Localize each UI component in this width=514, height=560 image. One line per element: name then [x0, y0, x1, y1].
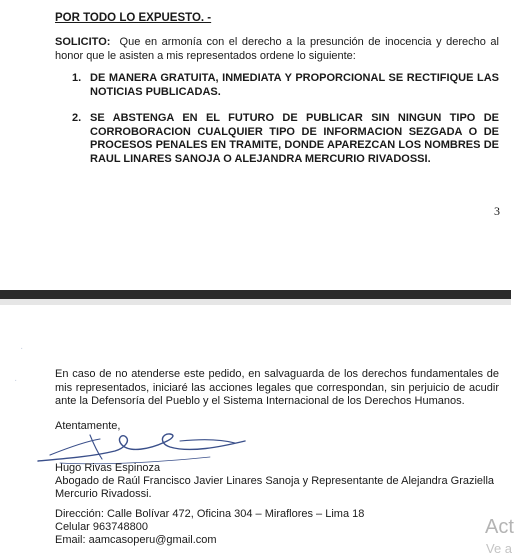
page-separator: [0, 290, 511, 305]
signer-role-line-1: Abogado de Raúl Francisco Javier Linares Sanoja y Representante de Alejandra Graziella: [55, 475, 495, 487]
item-number: 1.: [72, 72, 82, 84]
address-line: Dirección: Calle Bolívar 472, Oficina 304 – Miraflores – Lima 18: [55, 508, 365, 520]
page-separator-bar: [0, 290, 511, 299]
page-number: 3: [494, 204, 500, 218]
closing-salutation: Atentamente,: [55, 420, 121, 432]
item-text: SE ABSTENGA EN EL FUTURO DE PUBLICAR SIN NINGUN TIPO DE CORROBORACION CUALQUIER TIPO DE INFORMACION SEZGADA O DE PROCESOS PENALES EN TRAMITE, DONDE APAREZCAN LOS NOMBRES DE RAUL LINARES SANOJA O ALEJANDRA MERCURIO RIVADOSSI.: [90, 112, 499, 165]
phone-line: Celular 963748800: [55, 521, 148, 533]
section-heading: POR TODO LO EXPUESTO. -: [55, 12, 212, 24]
signer-name: Hugo Rivas Espinoza: [55, 462, 161, 474]
document-page-4: [0, 305, 514, 560]
handwritten-signature: [30, 427, 260, 467]
item-text: DE MANERA GRATUITA, INMEDIATA Y PROPORCIONAL SE RECTIFIQUE LAS NOTICIAS PUBLICADAS.: [90, 72, 499, 98]
solicito-text: Que en armonía con el derecho a la presunción de inocencia y derecho al honor que le asisten a mis representados ordene lo siguiente:: [55, 36, 499, 62]
scan-speck: ·: [14, 375, 18, 386]
closing-paragraph: En caso de no atenderse este pedido, en salvaguarda de los derechos fundamentales de mis representados, iniciaré las acciones legales que correspondan, sin perjuicio de acudir ante la Defensoría del Pueblo y el Sistema Internacional de los Derechos Humanos.: [55, 368, 499, 407]
email-line: Email: aamcasoperu@gmail.com: [55, 534, 217, 546]
scan-speck: ·: [20, 343, 24, 354]
signer-role-line-2: Mercurio Rivadossi.: [55, 488, 152, 500]
item-number: 2.: [72, 112, 82, 124]
solicito-label: SOLICITO:: [55, 36, 111, 48]
activation-watermark-subtext: Ve a: [486, 541, 513, 556]
activation-watermark: Act: [485, 516, 514, 538]
solicito-paragraph: [55, 36, 499, 63]
